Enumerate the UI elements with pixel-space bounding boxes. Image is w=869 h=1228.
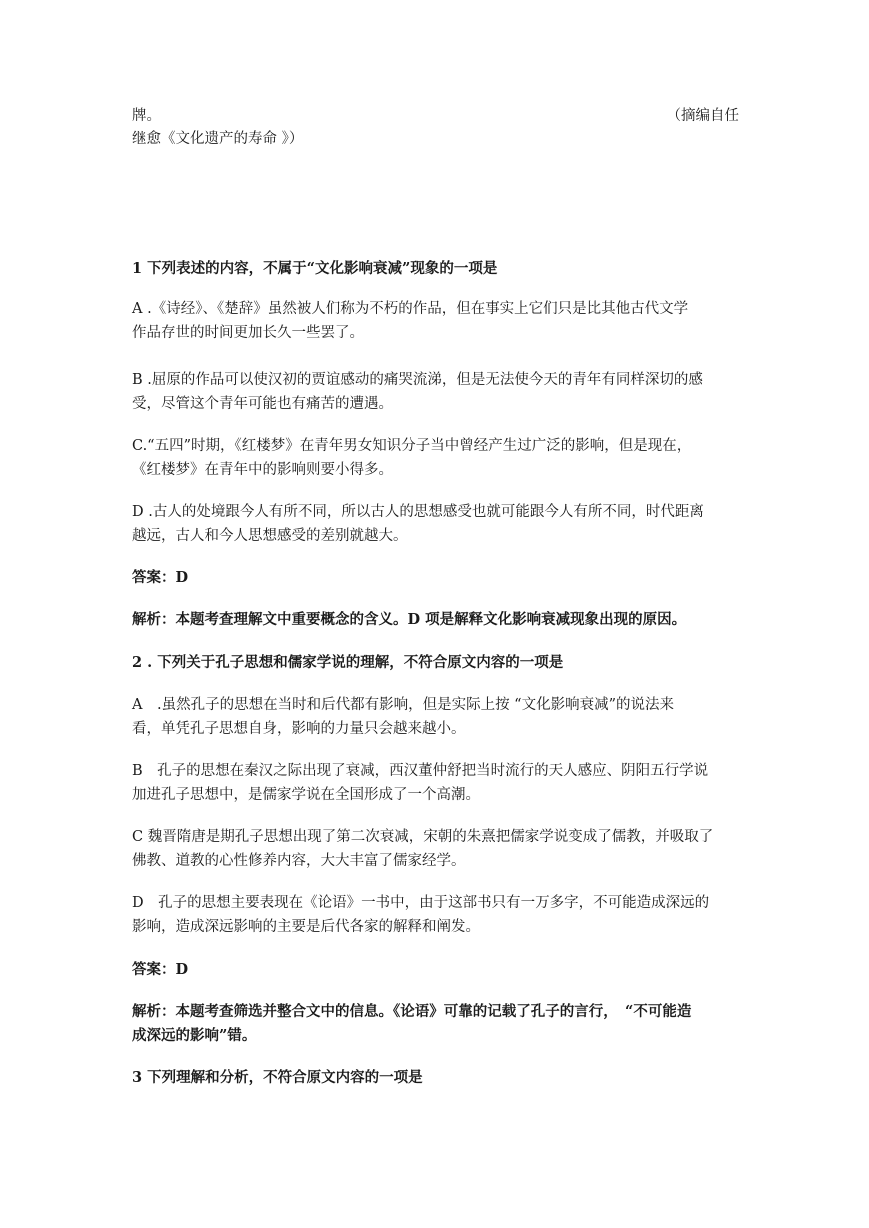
question-1-answer: 答案：D (132, 569, 189, 586)
question-1-option-c-line-2: 《红楼梦》在青年中的影响则要小得多。 (132, 462, 393, 478)
question-2-option-a-line-2: 看，单凭孔子思想自身，影响的力量只会越来越小。 (132, 721, 466, 737)
question-2-analysis-line-2: 成深远的影响”错。 (132, 1027, 257, 1044)
question-1-option-d-line-1: D .古人的处境跟今人有所不同，所以古人的思想感受也就可能跟今人有所不同，时代距离 (132, 504, 704, 520)
question-1-title: 1 下列表述的内容，不属于“文化影响衰减”现象的一项是 (132, 260, 498, 277)
question-2-option-a-line-1: A .虽然孔子的思想在当时和后代都有影响，但是实际上按 “文化影响衰减”的说法来 (132, 697, 675, 713)
question-2-title: 2 . 下列关于孔子思想和儒家学说的理解，不符合原文内容的一项是 (132, 654, 564, 671)
question-2-option-b-line-1: B 孔子的思想在秦汉之际出现了衰减，西汉董仲舒把当时流行的天人感应、阴阳五行学说 (132, 763, 709, 779)
question-2-option-c-line-2: 佛教、道教的心性修养内容，大大丰富了儒家经学。 (132, 853, 466, 869)
question-3-title: 3 下列理解和分析，不符合原文内容的一项是 (132, 1069, 423, 1086)
question-1-analysis: 解析：本题考查理解文中重要概念的含义。D 项是解释文化影响衰减现象出现的原因。 (132, 611, 687, 628)
question-2-analysis-line-1: 解析：本题考查筛选并整合文中的信息。《论语》可靠的记载了孔子的言行， “不可能造 (132, 1003, 692, 1020)
question-2-option-d-line-2: 影响，造成深远影响的主要是后代各家的解释和阐发。 (132, 919, 480, 935)
source-citation-start: （摘编自任 (666, 108, 739, 124)
question-1-option-a-line-1: A .《诗经》、《楚辞》虽然被人们称为不朽的作品，但在事实上它们只是比其他古代文学 (132, 301, 689, 317)
question-2-answer: 答案：D (132, 961, 189, 978)
question-1-option-c-line-1: C.“五四”时期，《红楼梦》在青年男女知识分子当中曾经产生过广泛的影响，但是现在， (132, 438, 692, 454)
question-2-option-d-line-1: D 孔子的思想主要表现在《论语》一书中，由于这部书只有一万多字，不可能造成深远的 (132, 895, 710, 911)
question-1-option-a-line-2: 作品存世的时间更加长久一些罢了。 (132, 325, 364, 341)
top-line-1-left: 牌。 (132, 108, 161, 124)
question-2-option-c-line-1: C 魏晋隋唐是期孔子思想出现了第二次衰减，宋朝的朱熹把儒家学说变成了儒教，并吸取了 (132, 829, 714, 845)
question-1-option-d-line-2: 越远，古人和今人思想感受的差别就越大。 (132, 528, 408, 544)
question-1-option-b-line-1: B .屈原的作品可以使汉初的贾谊感动的痛哭流涕，但是无法使今天的青年有同样深切的感 (132, 372, 703, 388)
question-2-option-b-line-2: 加进孔子思想中，是儒家学说在全国形成了一个高潮。 (132, 787, 480, 803)
question-1-option-b-line-2: 受，尽管这个青年可能也有痛苦的遭遇。 (132, 396, 393, 412)
source-citation-end: 继愈《文化遗产的寿命 》） (132, 131, 304, 147)
